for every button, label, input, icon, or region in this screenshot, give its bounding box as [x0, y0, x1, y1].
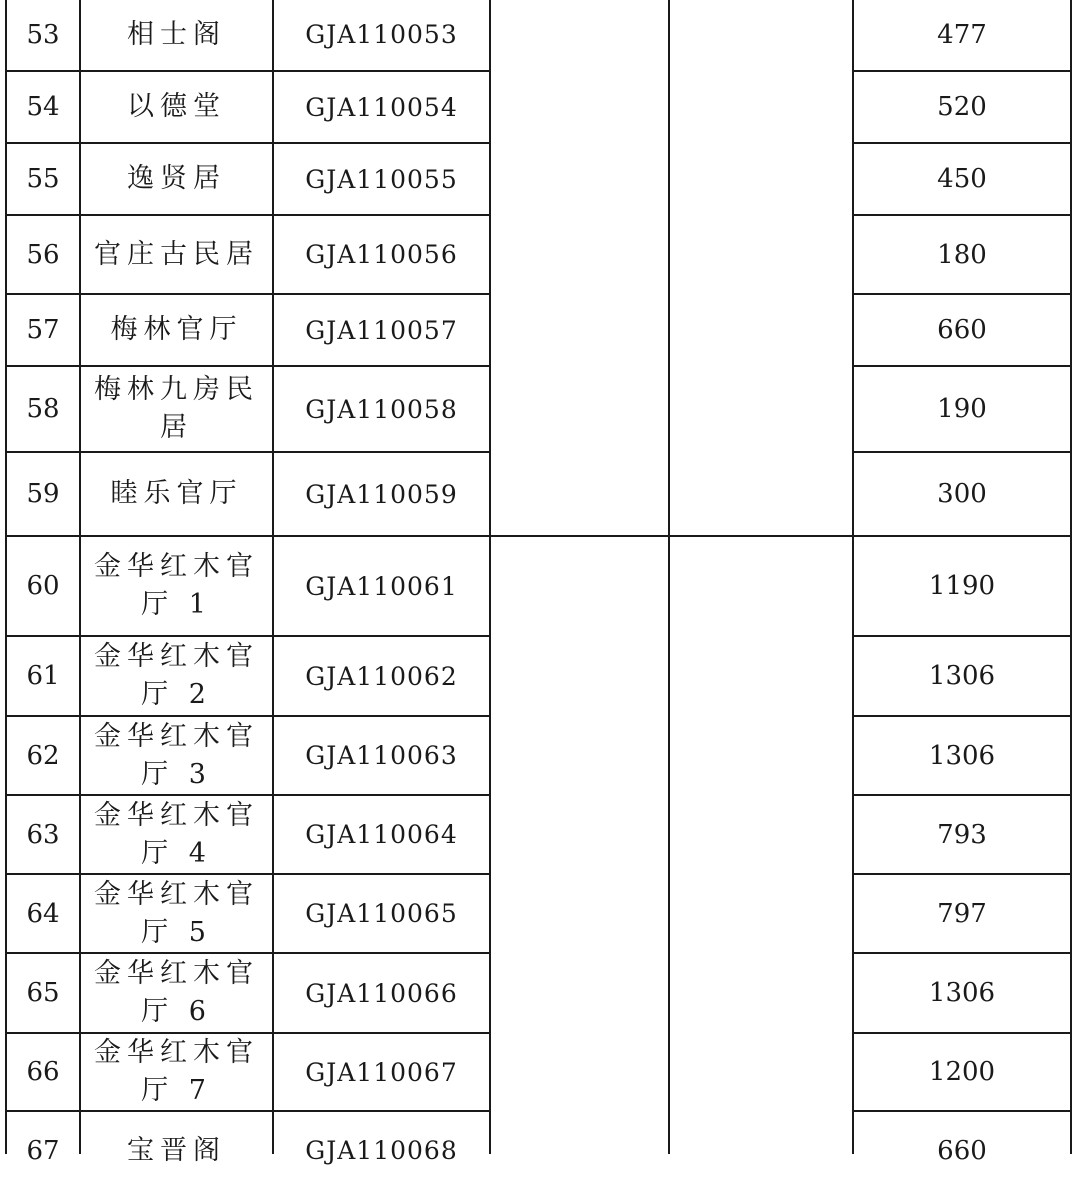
row-divider [853, 293, 1072, 295]
site-name-line: 厅 5 [141, 916, 212, 948]
row-number: 55 [26, 164, 60, 194]
site-name-line: 厅 7 [141, 1075, 212, 1106]
row-divider [853, 873, 1072, 875]
site-name-line: 金华红木官 [94, 641, 259, 672]
site-name [80, 143, 273, 215]
site-name [80, 0, 273, 71]
column-divider [668, 0, 670, 1154]
site-area: 300 [937, 479, 987, 509]
row-divider [853, 451, 1072, 453]
row-divider [853, 1032, 1072, 1034]
site-name-line: 厅 4 [141, 837, 212, 869]
site-name [80, 874, 273, 953]
site-area: 660 [937, 315, 987, 345]
site-name-line: 金华红木官 [94, 720, 259, 752]
site-code: GJA110065 [305, 899, 458, 928]
row-number: 53 [26, 19, 60, 50]
site-code: GJA110061 [305, 571, 458, 601]
row-number: 54 [26, 92, 60, 122]
site-code: GJA110067 [305, 1057, 458, 1087]
row-divider [853, 214, 1072, 216]
site-area: 450 [937, 164, 987, 194]
site-name [80, 795, 273, 874]
column-divider [489, 0, 491, 1154]
row-divider [853, 70, 1072, 72]
row-divider [853, 794, 1072, 796]
site-area: 190 [937, 394, 987, 424]
site-area: 793 [937, 819, 987, 850]
site-code: GJA110054 [305, 92, 458, 122]
site-name-line: 金华红木官 [94, 878, 259, 910]
site-code: GJA110053 [305, 20, 458, 49]
row-divider [853, 142, 1072, 144]
site-name-line: 梅林九房民 [94, 374, 259, 405]
site-name [80, 953, 273, 1033]
site-code: GJA110062 [305, 661, 458, 691]
site-area: 797 [937, 898, 987, 929]
site-code: GJA110068 [305, 1136, 458, 1165]
site-name-line: 官庄古民居 [94, 238, 259, 270]
site-code: GJA110055 [305, 164, 458, 194]
row-number: 58 [26, 394, 60, 424]
site-code: GJA110059 [305, 479, 458, 509]
site-area: 1306 [928, 978, 996, 1008]
site-name-line: 金华红木官 [94, 958, 259, 989]
site-name-line: 梅林官厅 [110, 314, 243, 345]
column-divider [5, 0, 7, 1154]
site-area: 660 [937, 1135, 987, 1166]
site-name-line: 厅 6 [141, 996, 212, 1027]
site-name-line: 以德堂 [127, 91, 226, 122]
site-code: GJA110063 [305, 741, 458, 770]
site-name [80, 716, 273, 795]
row-number: 56 [26, 239, 60, 270]
site-code: GJA110056 [305, 240, 458, 269]
site-name-line: 金华红木官 [94, 1037, 259, 1068]
column-divider [852, 0, 854, 1154]
site-name-line: 厅 1 [141, 589, 212, 620]
row-number: 60 [26, 571, 60, 601]
row-number: 62 [26, 740, 60, 771]
site-name [80, 1033, 273, 1111]
column-divider [79, 0, 81, 1154]
site-name-line: 宝晋阁 [127, 1134, 226, 1166]
site-name [80, 636, 273, 716]
row-number: 65 [26, 978, 60, 1008]
site-name [80, 294, 273, 366]
site-area: 477 [937, 19, 987, 50]
site-area: 1200 [928, 1057, 996, 1087]
row-divider [853, 635, 1072, 637]
site-name-line: 逸贤居 [127, 163, 226, 194]
site-name [80, 215, 273, 294]
site-area: 180 [937, 239, 987, 270]
site-name-line: 睦乐官厅 [110, 478, 243, 509]
row-number: 63 [26, 819, 60, 850]
column-divider [1070, 0, 1072, 1154]
site-name-line: 厅 2 [141, 679, 212, 710]
site-area: 1306 [928, 661, 996, 691]
site-code: GJA110057 [305, 315, 458, 345]
row-divider [853, 365, 1072, 367]
row-number: 57 [26, 315, 60, 345]
site-code: GJA110058 [305, 394, 458, 424]
site-area: 1190 [928, 571, 996, 601]
site-name [80, 536, 273, 636]
row-number: 59 [26, 479, 60, 509]
row-number: 61 [26, 661, 60, 691]
site-name-line: 居 [160, 412, 193, 443]
site-name [80, 366, 273, 452]
site-area: 520 [937, 92, 987, 122]
column-divider [272, 0, 274, 1154]
site-name-line: 金华红木官 [94, 799, 259, 831]
row-number: 66 [26, 1057, 60, 1087]
site-code: GJA110066 [305, 978, 458, 1008]
site-name-line: 金华红木官 [94, 551, 259, 582]
site-name-line: 相士阁 [127, 18, 226, 50]
row-divider [853, 715, 1072, 717]
site-area: 1306 [928, 740, 996, 771]
site-name [80, 71, 273, 143]
site-name [80, 1111, 273, 1190]
row-number: 67 [26, 1135, 60, 1166]
row-number: 64 [26, 898, 60, 929]
site-name-line: 厅 3 [141, 758, 212, 790]
row-divider [6, 535, 1072, 537]
site-code: GJA110064 [305, 820, 458, 849]
row-divider [853, 1110, 1072, 1112]
row-divider [853, 952, 1072, 954]
site-name [80, 452, 273, 536]
